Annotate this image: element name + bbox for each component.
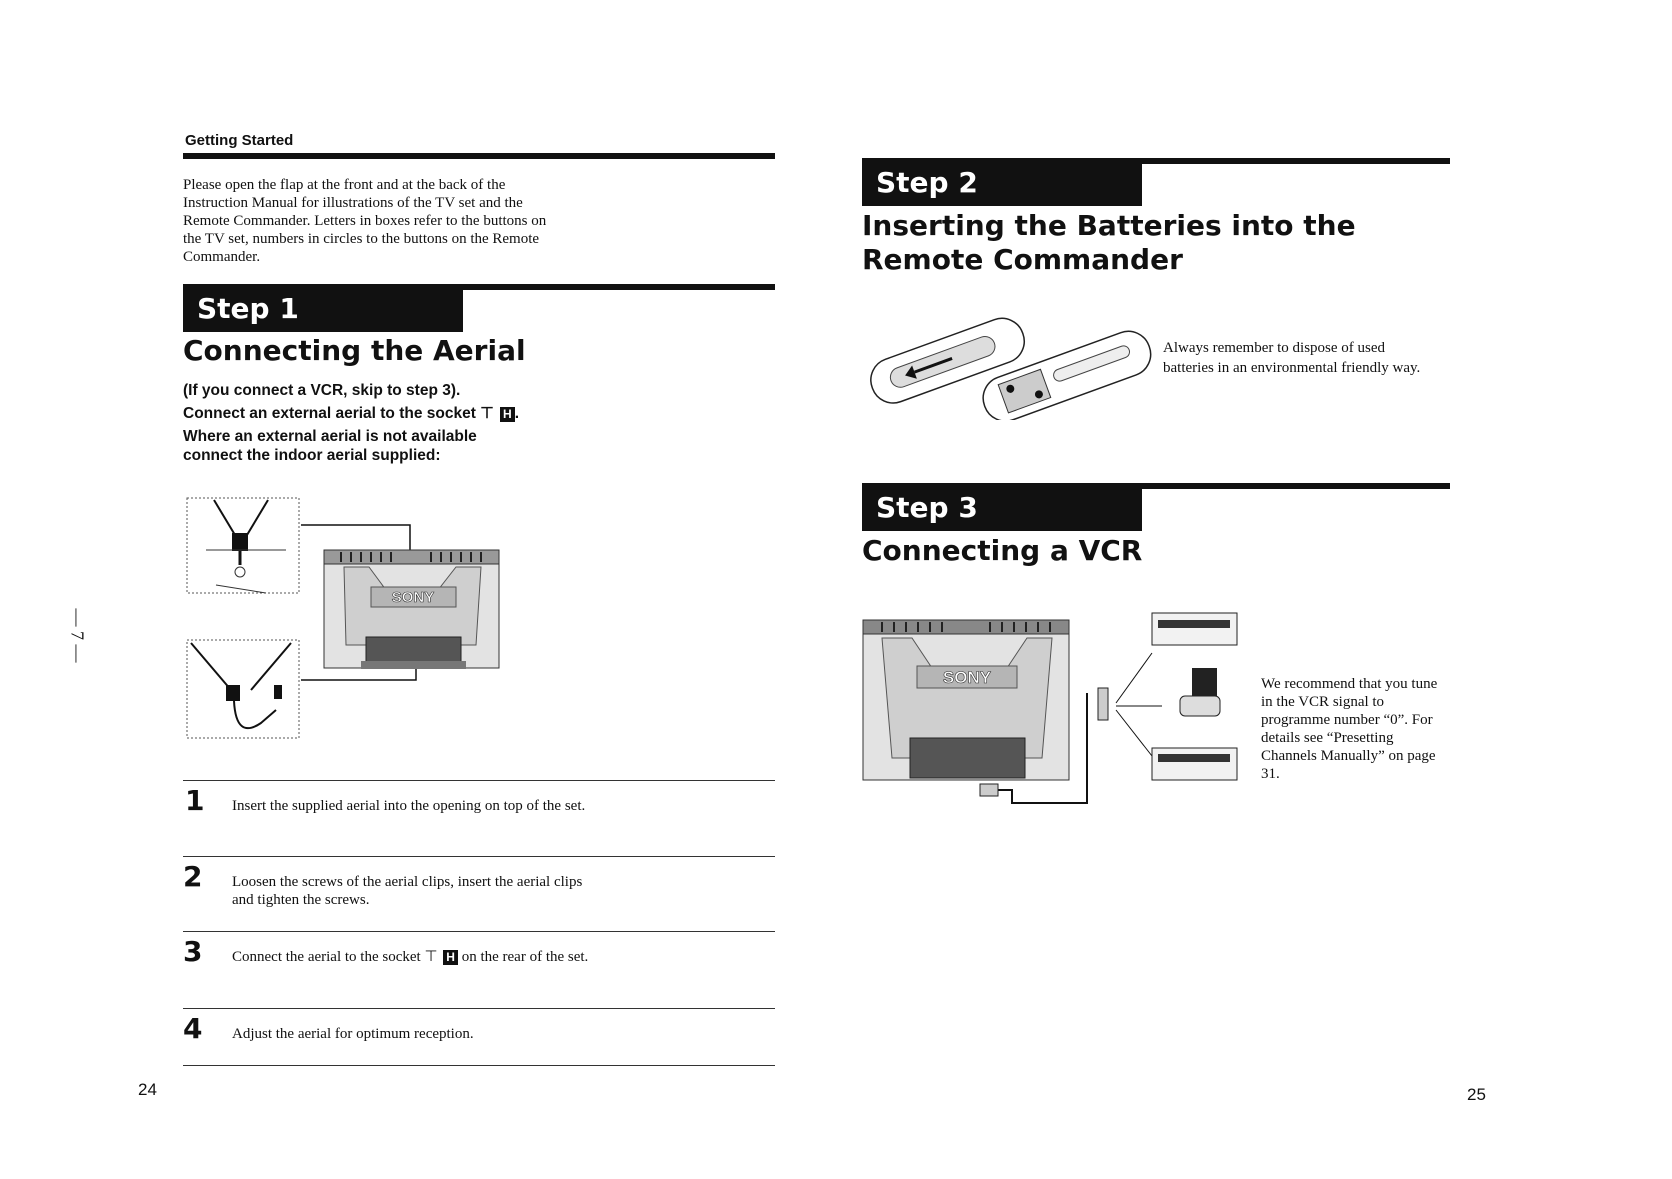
section-title: Getting Started: [185, 132, 294, 149]
instruction-1: (If you connect a VCR, skip to step 3).: [183, 382, 461, 399]
aerial-socket-icon: ⊤: [480, 405, 494, 422]
step-text: Connect the aerial to the socket ⊤ H on the rear of the set.: [232, 949, 589, 965]
step-text: Insert the supplied aerial into the opening on top of the set.: [232, 798, 586, 814]
battery-note: Always remember to dispose of used batteries in an environmental friendly way.: [1163, 340, 1421, 376]
remote-battery-illustration: [862, 300, 1152, 420]
step-divider: [183, 1065, 775, 1066]
button-letter-h: H: [443, 950, 458, 965]
instruction-3: Where an external aerial is not available connect the indoor aerial supplied:: [183, 428, 477, 464]
step1-badge: Step 1: [183, 288, 463, 332]
tv-brand-logo: SONY: [942, 668, 992, 687]
step2-badge: Step 2: [862, 162, 1142, 206]
page-number-right: 25: [1467, 1085, 1486, 1104]
step-number: 1: [185, 784, 205, 817]
instruction-2: Connect an external aerial to the socket ⊤ H .: [183, 405, 519, 422]
step-divider: [183, 780, 775, 781]
vcr-note: We recommend that you tune in the VCR signal to programme number “0”. For details see “Presetting Channels Manually” on page 31.: [1261, 676, 1438, 782]
step-number: 4: [183, 1012, 203, 1045]
page-number-left: 24: [138, 1080, 157, 1099]
step-divider: [183, 931, 775, 932]
section-rule: [183, 153, 775, 159]
step2-title-line1: Inserting the Batteries into the: [862, 209, 1356, 242]
step-text: Loosen the screws of the aerial clips, insert the aerial clips and tighten the screws.: [232, 874, 583, 908]
margin-page-mark: — 7 —: [67, 608, 88, 663]
step-text: Adjust the aerial for optimum reception.: [232, 1026, 474, 1042]
step-divider: [183, 1008, 775, 1009]
tv-brand-logo: SONY: [391, 589, 435, 606]
button-letter-h: H: [500, 407, 515, 422]
step-divider: [183, 856, 775, 857]
aerial-socket-icon: ⊤: [424, 949, 438, 965]
vcr-connection-illustration: [862, 608, 1242, 813]
intro-paragraph: Please open the flap at the front and at the back of the Instruction Manual for illustrations of the TV set and the Remote Commander. Letters in boxes refer to the buttons on the TV set, numbers in circles to the buttons on the Remote Commander.: [183, 177, 547, 265]
aerial-connection-illustration: [186, 495, 506, 755]
step1-title: Connecting the Aerial: [183, 334, 526, 367]
step3-badge: Step 3: [862, 487, 1142, 531]
step2-title-line2: Remote Commander: [862, 243, 1183, 276]
step-number: 2: [183, 860, 203, 893]
step3-title: Connecting a VCR: [862, 534, 1143, 567]
step-number: 3: [183, 935, 203, 968]
